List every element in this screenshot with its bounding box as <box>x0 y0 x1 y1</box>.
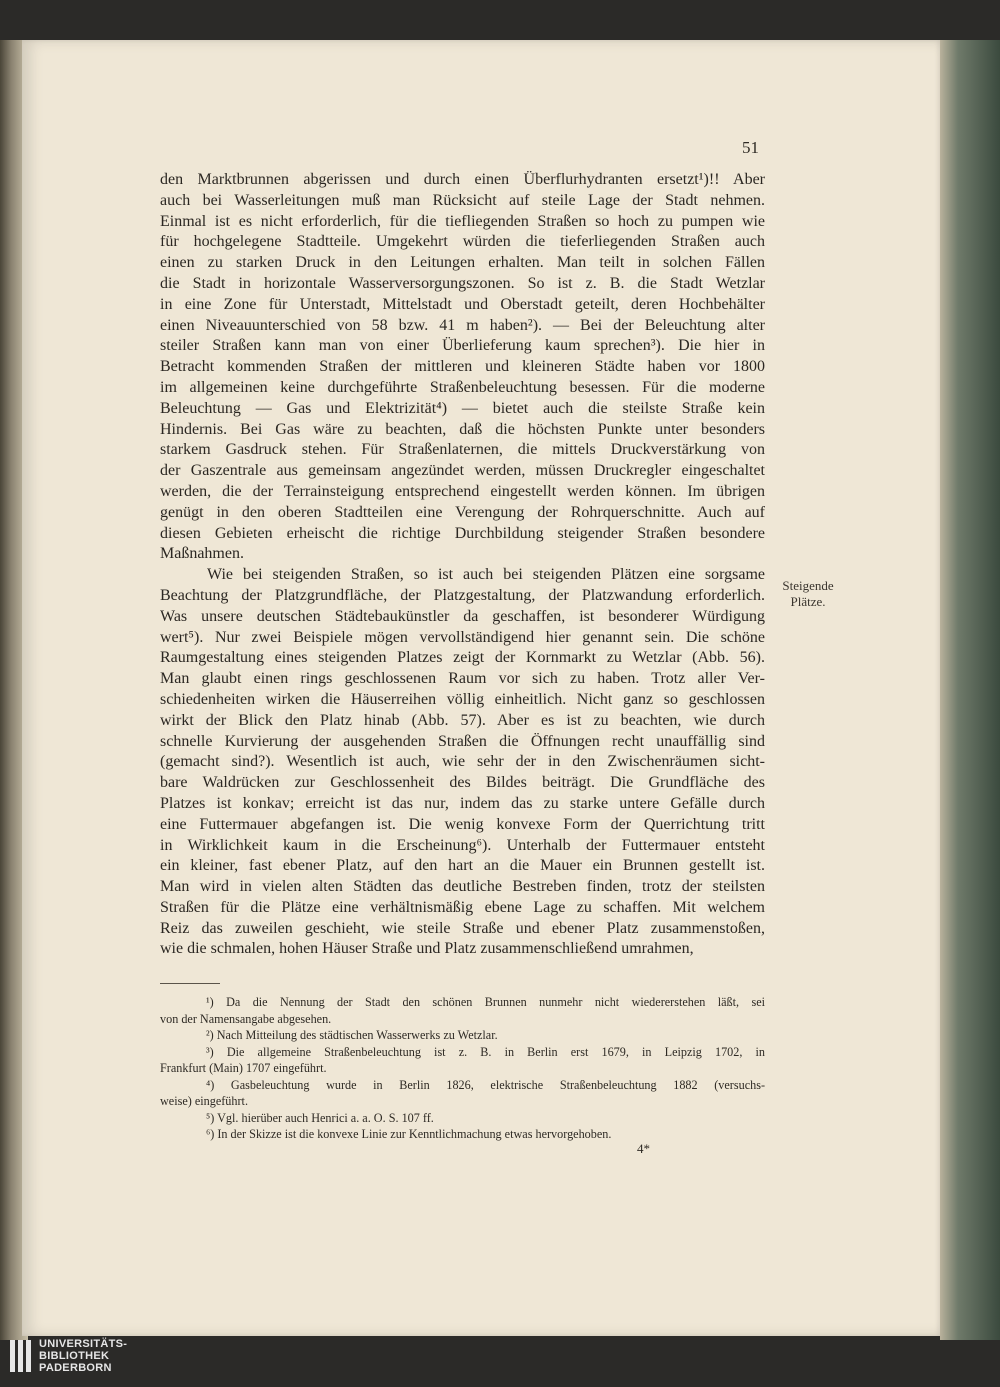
text-line: Raumgestaltung eines steigenden Platzes zeigt der Kornmarkt zu Wetzlar (Abb. 56). <box>160 649 765 667</box>
text-line: werden, die der Terrainsteigung entsprechend eingestellt werden können. Im übrigen <box>160 482 765 500</box>
text-line: starkem Gasdruck stehen. Für Straßenlaternen, die mittels Druckverstärkung von <box>160 441 765 459</box>
footnote-line: ³) Die allgemeine Straßenbeleuchtung ist z. B. in Berlin erst 1679, in Leipzig 1702, in <box>206 1044 765 1059</box>
book-binding-right <box>940 40 1000 1340</box>
footnote-rule <box>160 983 220 984</box>
footnote-line: ¹) Da die Nennung der Stadt den schönen Brunnen nunmehr nicht wiedererstehen läßt, sei <box>206 995 765 1009</box>
text-line: genügt in den oberen Stadtteilen eine Verengung der Rohrquerschnitte. Auch auf <box>160 503 765 521</box>
text-line: steiler Straßen kann man von einer Überlieferung kaum sprechen³). Die hier in <box>160 337 765 355</box>
logo-line: BIBLIOTHEK <box>39 1350 110 1362</box>
text-line: Straßen für die Plätze eine verhältnismäßig ebene Lage zu schaffen. Mit welchem <box>160 898 765 916</box>
text-line: Man wird in vielen alten Städten das deutliche Bestreben finden, trotz der steilsten <box>160 878 765 896</box>
footnote-line: ⁵) Vgl. hierüber auch Henrici a. a. O. S. 107 ff. <box>206 1110 434 1125</box>
text-line: Betracht kommenden Straßen der mittleren und kleineren Städte haben vor 1800 <box>160 358 765 376</box>
text-line: Beleuchtung — Gas und Elektrizität⁴) — bietet auch die steilste Straße kein <box>160 399 765 417</box>
text-line: Hindernis. Bei Gas wäre zu beachten, daß die höchsten Punkte unter besonders <box>160 420 765 438</box>
text-line: diesen Gebieten erheischt die richtige Durchbildung steigender Straßen besondere <box>160 524 765 542</box>
logo-line: UNIVERSITÄTS- <box>39 1338 128 1350</box>
text-line: (gemacht sind?). Wesentlich ist auch, wie sehr der in den Zwischenräumen sicht- <box>160 753 765 771</box>
text-line: eine Futtermauer abgefangen ist. Die wenig konvexe Form der Querrichtung tritt <box>160 815 765 833</box>
text-line: wert⁵). Nur zwei Beispiele mögen vervollständigend hier genannt sein. Die schöne <box>160 628 765 646</box>
main-text <box>160 170 765 960</box>
page-number: 51 <box>742 138 759 157</box>
text-line: schnelle Kurvierung der ausgehenden Straßen die Öffnungen recht unauffällig sind <box>160 732 765 750</box>
margin-note-line: Steigende <box>782 578 834 593</box>
text-line: Beachtung der Platzgrundfläche, der Platzgestaltung, der Platzwandung erforderlich. <box>160 586 765 604</box>
text-line: Was unsere deutschen Städtebaukünstler da geschaffen, ist besonderer Würdigung <box>160 607 765 625</box>
text-line: ein kleiner, fast ebener Platz, auf den hart an die Mauer ein Brunnen gestellt ist. <box>160 857 765 875</box>
text-line: auch bei Wasserleitungen muß man Rücksicht auf steile Lage der Stadt nehmen. <box>160 191 765 209</box>
logo-line: PADERBORN <box>39 1362 112 1374</box>
text-line: für hochgelegene Stadtteile. Umgekehrt würden die tieferliegenden Straßen auch <box>160 233 765 251</box>
text-line: den Marktbrunnen abgerissen und durch einen Überflurhydranten ersetzt¹)!! Aber <box>160 171 765 188</box>
text-line: einen zu starken Druck in den Leitungen erhalten. Man teilt in solchen Fällen <box>160 254 765 272</box>
text-line: die Stadt in horizontale Wasserversorgungszonen. So ist z. B. die Stadt Wetzlar <box>160 274 765 292</box>
text-line: wie die schmalen, hohen Häuser Straße und Platz zusammenschließend umrahmen, <box>160 940 694 958</box>
footnote-line: weise) eingeführt. <box>160 1094 248 1108</box>
footnotes <box>160 994 765 1143</box>
text-line: im allgemeinen keine durchgeführte Straßenbeleuchtung besessen. Für die moderne <box>160 378 765 396</box>
footnote-line: Frankfurt (Main) 1707 eingeführt. <box>160 1061 327 1075</box>
library-logo-icon <box>10 1340 31 1372</box>
text-line: bare Waldrücken zur Geschlossenheit des Bildes beiträgt. Die Grundfläche des <box>160 774 765 792</box>
margin-note <box>776 578 840 610</box>
text-line: Reiz das zuweilen geschieht, wie steile Straße und ebener Platz zusammenstoßen, <box>160 919 765 937</box>
text-line: Maßnahmen. <box>160 545 244 563</box>
text-line: in Wirklichkeit kaum in die Erscheinung⁶). Unterhalb der Futtermauer entsteht <box>160 836 765 854</box>
text-line: Platzes ist konkav; erreicht ist das nur, indem das zu starke untere Gefälle durch <box>160 794 765 812</box>
footnote-line: von der Namensangabe abgesehen. <box>160 1011 332 1026</box>
text-line: einen Niveauunterschied von 58 bzw. 41 m haben²). — Bei der Beleuchtung alter <box>160 316 765 334</box>
text-line: Man glaubt einen rings geschlossenen Raum vor sich zu haben. Trotz aller Ver- <box>160 670 765 688</box>
footnote-line: ⁶) In der Skizze ist die konvexe Linie zur Kenntlichmachung etwas hervorgehoben. <box>206 1127 612 1141</box>
text-line: schiedenheiten wirken die Häuserreihen völlig einheitlich. Nicht ganz so geschlossen <box>160 690 765 708</box>
text-line: Einmal ist es nicht erforderlich, für die tiefliegenden Straßen so hoch zu pumpen wie <box>160 212 765 230</box>
footnote-line: ⁴) Gasbeleuchtung wurde in Berlin 1826, elektrische Straßenbeleuchtung 1882 (versuchs- <box>206 1077 765 1092</box>
text-line: Wie bei steigenden Straßen, so ist auch bei steigenden Plätzen eine sorgsame <box>207 566 765 584</box>
text-line: wirkt der Blick den Platz hinab (Abb. 57). Aber es ist zu beachten, wie durch <box>160 711 765 729</box>
margin-note-line: Plätze. <box>790 594 826 609</box>
library-logo <box>10 1336 127 1376</box>
footnote-line: ²) Nach Mitteilung des städtischen Wasserwerks zu Wetzlar. <box>206 1028 498 1042</box>
text-line: der Gaszentrale aus gemeinsam angezündet werden, müssen Druckregler eingeschaltet <box>160 462 765 480</box>
signature-mark: 4* <box>637 1141 650 1156</box>
library-logo-text <box>39 1338 127 1374</box>
text-line: in eine Zone für Unterstadt, Mittelstadt und Oberstadt geteilt, deren Hochbehälter <box>160 295 765 313</box>
